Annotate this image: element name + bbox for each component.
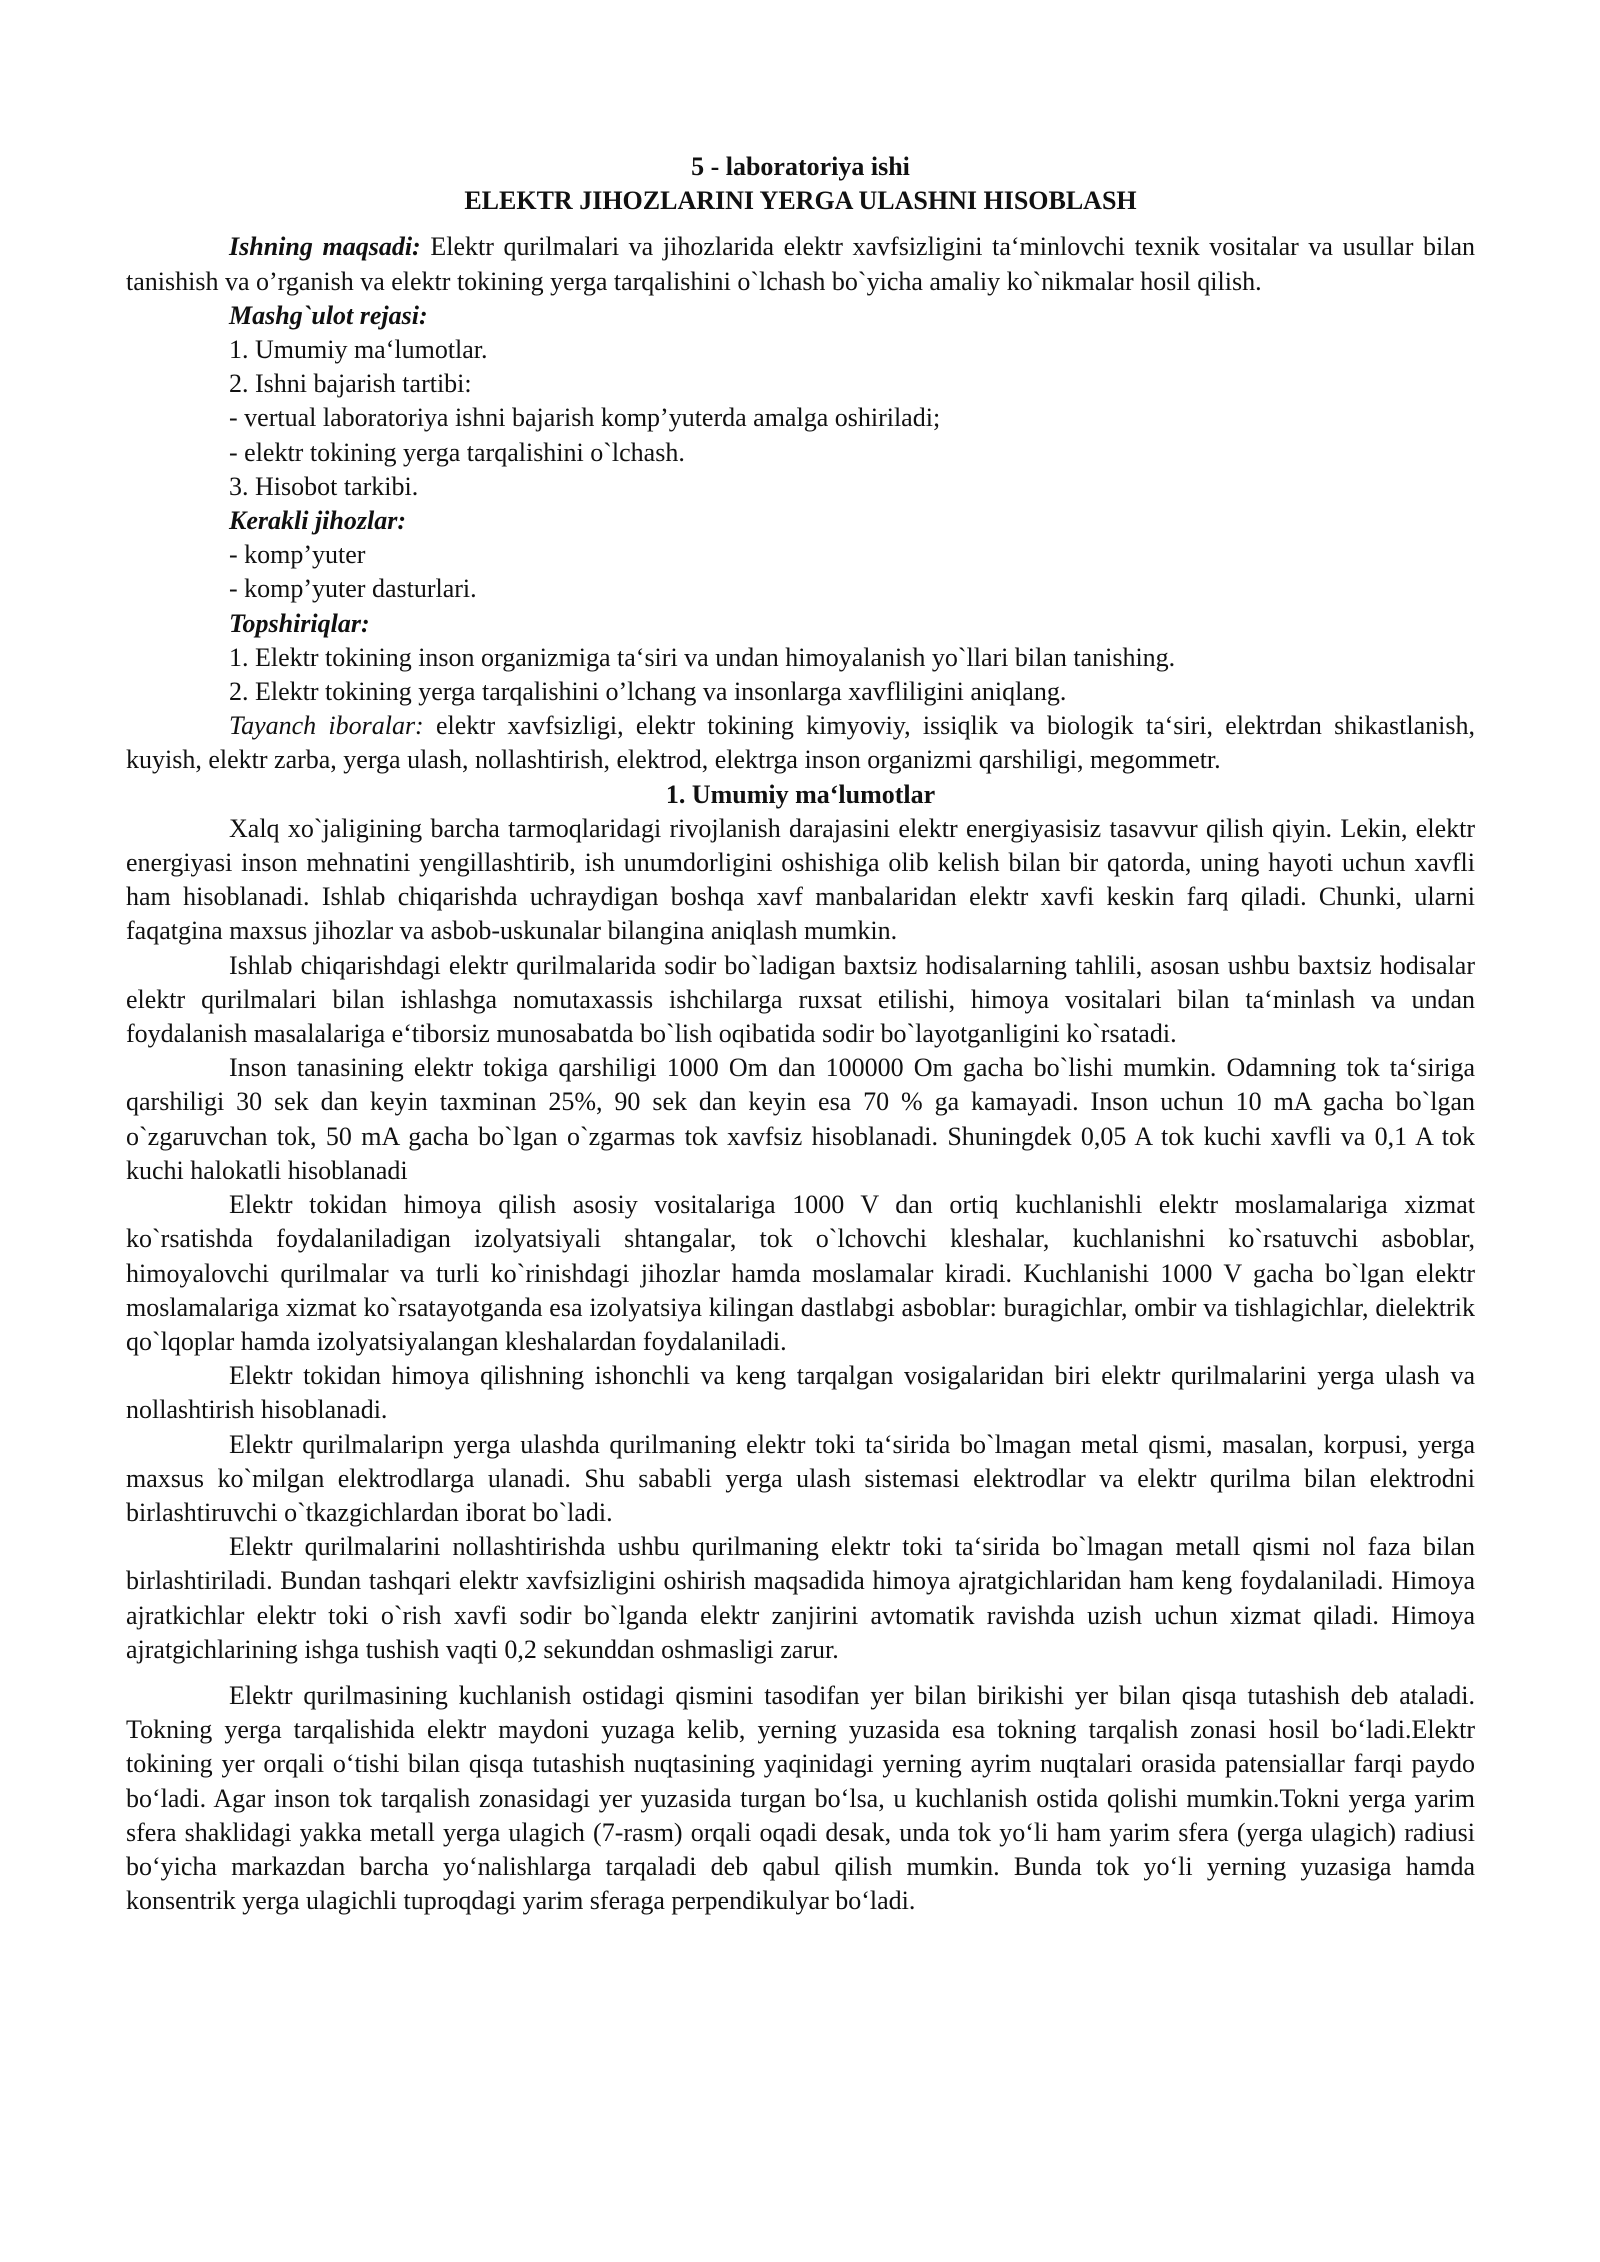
plan-item: - elektr tokining yerga tarqalishini o`lchash. <box>229 437 685 467</box>
tasks-heading: Topshiriqlar: <box>229 608 370 638</box>
goal-paragraph <box>126 230 1475 298</box>
plan-section <box>126 299 1475 709</box>
task-item: 1. Elektr tokining inson organizmiga ta‘siri va undan himoyalanish yo`llari bilan tanishing. <box>229 642 1176 672</box>
equipment-heading: Kerakli jihozlar: <box>229 506 406 536</box>
plan-heading: Mashg`ulot rejasi: <box>229 300 428 330</box>
body-paragraph: Elektr qurilmalarini nollashtirishda ushbu qurilmaning elektr toki ta‘sirida bo`lmagan metall qismi nol faza bilan birlashtiriladi. Bundan tashqari elektr xavfsizligini oshirish maqsadida himoya ajratgichlaridan ham keng foydalaniladi. Himoya ajratkichlar elektr toki o`rish xavfi sodir bo`lganda elektr zanjirini avtomatik ravishda uzish uchun xizmat qiladi. Himoya ajratgichlarining ishga tushish vaqti 0,2 sekunddan oshmasligi zarur. <box>126 1532 1475 1664</box>
goal-label: Ishning maqsadi: <box>229 232 421 262</box>
lab-number: 5 - laboratoriya ishi <box>691 152 910 181</box>
task-item: 2. Elektr tokining yerga tarqalishini o’lchang va insonlarga xavfliligini aniqlang. <box>229 677 1067 707</box>
document-body <box>126 150 1475 1918</box>
body-paragraph: Inson tanasining elektr tokiga qarshiligi 1000 Om dan 100000 Om gacha bo`lishi mumkin. Odamning tok ta‘siriga qarshiligi 30 sek dan keyin taxminan 25%, 90 sek dan keyin esa 70 % ga kamayadi. Inson uchun 10 mA gacha bo`lgan o`zgaruvchan tok, 50 mA gacha bo`lgan o`zgarmas tok xavfsiz hisoblanadi. Shuningdek 0,05 A tok kuchi xavfli va 0,1 A tok kuchi halokatli hisoblanadi <box>126 1053 1475 1185</box>
goal-text: Elektr qurilmalari va jihozlarida elektr xavfsizligini ta‘minlovchi texnik vositalar va usullar bilan tanishish va o’rganish va elektr tokining yerga tarqalishini o`lchash bo`yicha amaliy ko`nikmalar hosil qilish. <box>126 232 1475 296</box>
plan-item: - vertual laboratoriya ishni bajarish komp’yuterda amalga oshiriladi; <box>229 403 941 433</box>
body-paragraph: Xalq xo`jaligining barcha tarmoqlaridagi rivojlanish darajasini elektr energiyasisiz tasavvur qilish qiyin. Lekin, elektr energiyasi inson mehnatini yengillashtirib, ish unumdorligini oshishiga olib kelish bilan bir qatorda, uning hayoti uchun xavfli ham hisoblanadi. Ishlab chiqarishda uchraydigan boshqa xavf manbalaridan elektr xavfi keskin farq qiladi. Chunki, ularni faqatgina maxsus jihozlar va asbob-uskunalar bilangina aniqlash mumkin. <box>126 813 1475 946</box>
equipment-item: - komp’yuter dasturlari. <box>229 574 477 604</box>
body-paragraph: Ishlab chiqarishdagi elektr qurilmalarida sodir bo`ladigan baxtsiz hodisalarning tahlili, asosan ushbu baxtsiz hodisalar elektr qurilmalari bilan ishlashga nomutaxassis ishchilarga ruxsat etilishi, himoya vositalari bilan ta‘minlash va undan foydalanish masalalariga e‘tiborsiz munosabatda bo`lish oqibatida sodir bo`layotganligini ko`rsatadi. <box>126 950 1475 1049</box>
keywords-label: Tayanch iboralar: <box>229 711 424 741</box>
spacer <box>126 218 1475 230</box>
body-paragraph: Elektr qurilmalaripn yerga ulashda qurilmaning elektr toki ta‘sirida bo`lmagan metal qismi, masalan, korpusi, yerga maxsus ko`milgan elektrodlarga ulanadi. Shu sababli yerga ulash sistemasi elektrodlar va elektr qurilma bilan elektrodni birlashtiruvchi o`tkazgichlardan iborat bo`ladi. <box>126 1429 1475 1527</box>
body-paragraph: Elektr tokidan himoya qilishning ishonchli va keng tarqalgan vosigalaridan biri elektr qurilmalarini yerga ulash va nollashtirish hisoblanadi. <box>126 1361 1475 1425</box>
plan-item: 1. Umumiy ma‘lumotlar. <box>229 335 488 365</box>
equipment-item: - komp’yuter <box>229 540 366 570</box>
section-heading: 1. Umumiy ma‘lumotlar <box>665 779 936 809</box>
plan-item: 2. Ishni bajarish tartibi: <box>229 369 472 399</box>
body-paragraph: Elektr tokidan himoya qilish asosiy vositalariga 1000 V dan ortiq kuchlanishli elektr moslamalariga xizmat ko`rsatishda foydalaniladigan izolyatsiyali shtangalar, tok o`lchovchi kleshalar, kuchlanishni ko`rsatuvchi asboblar, himoyalovchi qurilmalar va turli ko`rinishdagi jihozlar hamda moslamalar kiradi. Kuchlanishi 1000 V gacha bo`lgan elektr moslamalariga xizmat ko`rsatayotganda esa izolyatsiya kilingan dastlabgi asboblar: buragichlar, ombir va tishlagichlar, dielektrik qo`lqoplar hamda izolyatsiyalangan kleshalardan foydalaniladi. <box>126 1190 1475 1356</box>
plan-item: 3. Hisobot tarkibi. <box>229 471 419 501</box>
keywords-paragraph <box>126 709 1475 777</box>
keywords-text: elektr xavfsizligi, elektr tokining kimyoviy, issiqlik va biologik ta‘siri, elektrdan shikastlanish, kuyish, elektr zarba, yerga ulash, nollashtirish, elektrod, elektrga inson organizmi qarshiligi, megommetr. <box>126 711 1475 775</box>
body-paragraph: Elektr qurilmasining kuchlanish ostidagi qismini tasodifan yer bilan birikishi yer bilan qisqa tutashish deb ataladi. Tokning yerga tarqalishida elektr maydoni yuzaga kelib, yerning yuzasida esa tokning tarqalish zonasi hosil bo‘ladi.Elektr tokining yer orqali o‘tishi bilan qisqa tutashish nuqtasining yaqinidagi yerning ayrim nuqtalari orasida patensiallar farqi paydo bo‘ladi. Agar inson tok tarqalish zonasidagi yer yuzasida turgan bo‘lsa, u kuchlanish ostida qolishi mumkin.Tokni yerga yarim sfera shaklidagi yakka metall yerga ulagich (7-rasm) orqali oqadi desak, unda tok yo‘li ham yarim sfera (yerga ulagich) radiusi bo‘yicha markazdan barcha yo‘nalishlarga tarqaladi deb qabul qilish mumkin. Bunda tok yo‘li yerning yuzasiga hamda konsentrik yerga ulagichli tuproqdagi yarim sferaga perpendikulyar bo‘ladi. <box>126 1680 1475 1916</box>
spacer <box>126 1667 1475 1679</box>
document-title: ELEKTR JIHOZLARINI YERGA ULASHNI HISOBLASH <box>464 186 1137 216</box>
